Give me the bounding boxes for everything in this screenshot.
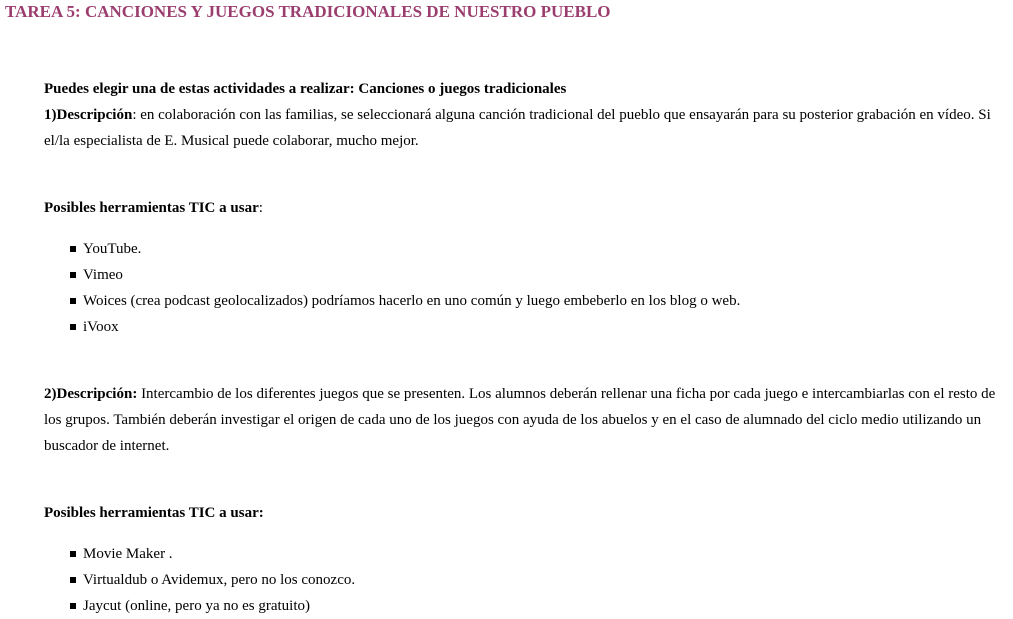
intro-heading: Puedes elegir una de estas actividades a realizar: Canciones o juegos tradicionales	[44, 81, 567, 97]
tools-1-heading	[44, 195, 1010, 221]
tools-2-heading	[44, 500, 1010, 526]
list-item-text: Vimeo	[83, 267, 123, 283]
list-item	[44, 593, 1010, 619]
bullet-icon	[70, 324, 76, 330]
list-item	[44, 314, 1010, 340]
tools-1-list	[44, 236, 1010, 340]
tools-1-colon: :	[258, 200, 263, 216]
tools-1-heading-text: Posibles herramientas TIC a usar	[44, 200, 259, 216]
tools-2-heading-text: Posibles herramientas TIC a usar:	[44, 505, 264, 521]
bullet-icon	[70, 551, 76, 557]
list-item-text: YouTube.	[83, 241, 142, 257]
intro-text	[44, 76, 1010, 102]
activity-2-description	[44, 381, 1010, 459]
list-item-text: Virtualdub o Avidemux, pero no los conozco.	[83, 572, 356, 588]
activity-1-text: : en colaboración con las familias, se seleccionará alguna canción tradicional del pueblo que ensayarán para su posterior grabación en vídeo. Si el/la especialista de E. Musical puede colaborar, mucho mejor.	[44, 107, 991, 149]
activity-1-description	[44, 102, 1010, 154]
bullet-icon	[70, 246, 76, 252]
bullet-icon	[70, 272, 76, 278]
list-item-text: Woices (crea podcast geolocalizados) podríamos hacerlo en uno común y luego embeberlo en los blog o web.	[83, 293, 741, 309]
list-item	[44, 236, 1010, 262]
task-content	[44, 76, 1010, 619]
list-item-text: Jaycut (online, pero ya no es gratuito)	[83, 598, 311, 614]
activity-1-label: 1)Descripción	[44, 107, 133, 123]
tools-2-list	[44, 541, 1010, 619]
activity-2-label: 2)Descripción:	[44, 386, 138, 402]
bullet-icon	[70, 298, 76, 304]
list-item	[44, 288, 1010, 314]
list-item-text: iVoox	[83, 319, 119, 335]
bullet-icon	[70, 603, 76, 609]
list-item	[44, 262, 1010, 288]
activity-2-text: Intercambio de los diferentes juegos que se presenten. Los alumnos deberán rellenar una ficha por cada juego e intercambiarlas con el resto de los grupos. También deberán investigar el origen de cada uno de los juegos con ayuda de los abuelos y en el caso de alumnado del ciclo medio utilizando un buscador de internet.	[44, 386, 996, 454]
page-title: TAREA 5: CANCIONES Y JUEGOS TRADICIONALES DE NUESTRO PUEBLO	[5, 2, 611, 21]
list-item	[44, 567, 1010, 593]
bullet-icon	[70, 577, 76, 583]
list-item-text: Movie Maker .	[83, 546, 173, 562]
list-item	[44, 541, 1010, 567]
